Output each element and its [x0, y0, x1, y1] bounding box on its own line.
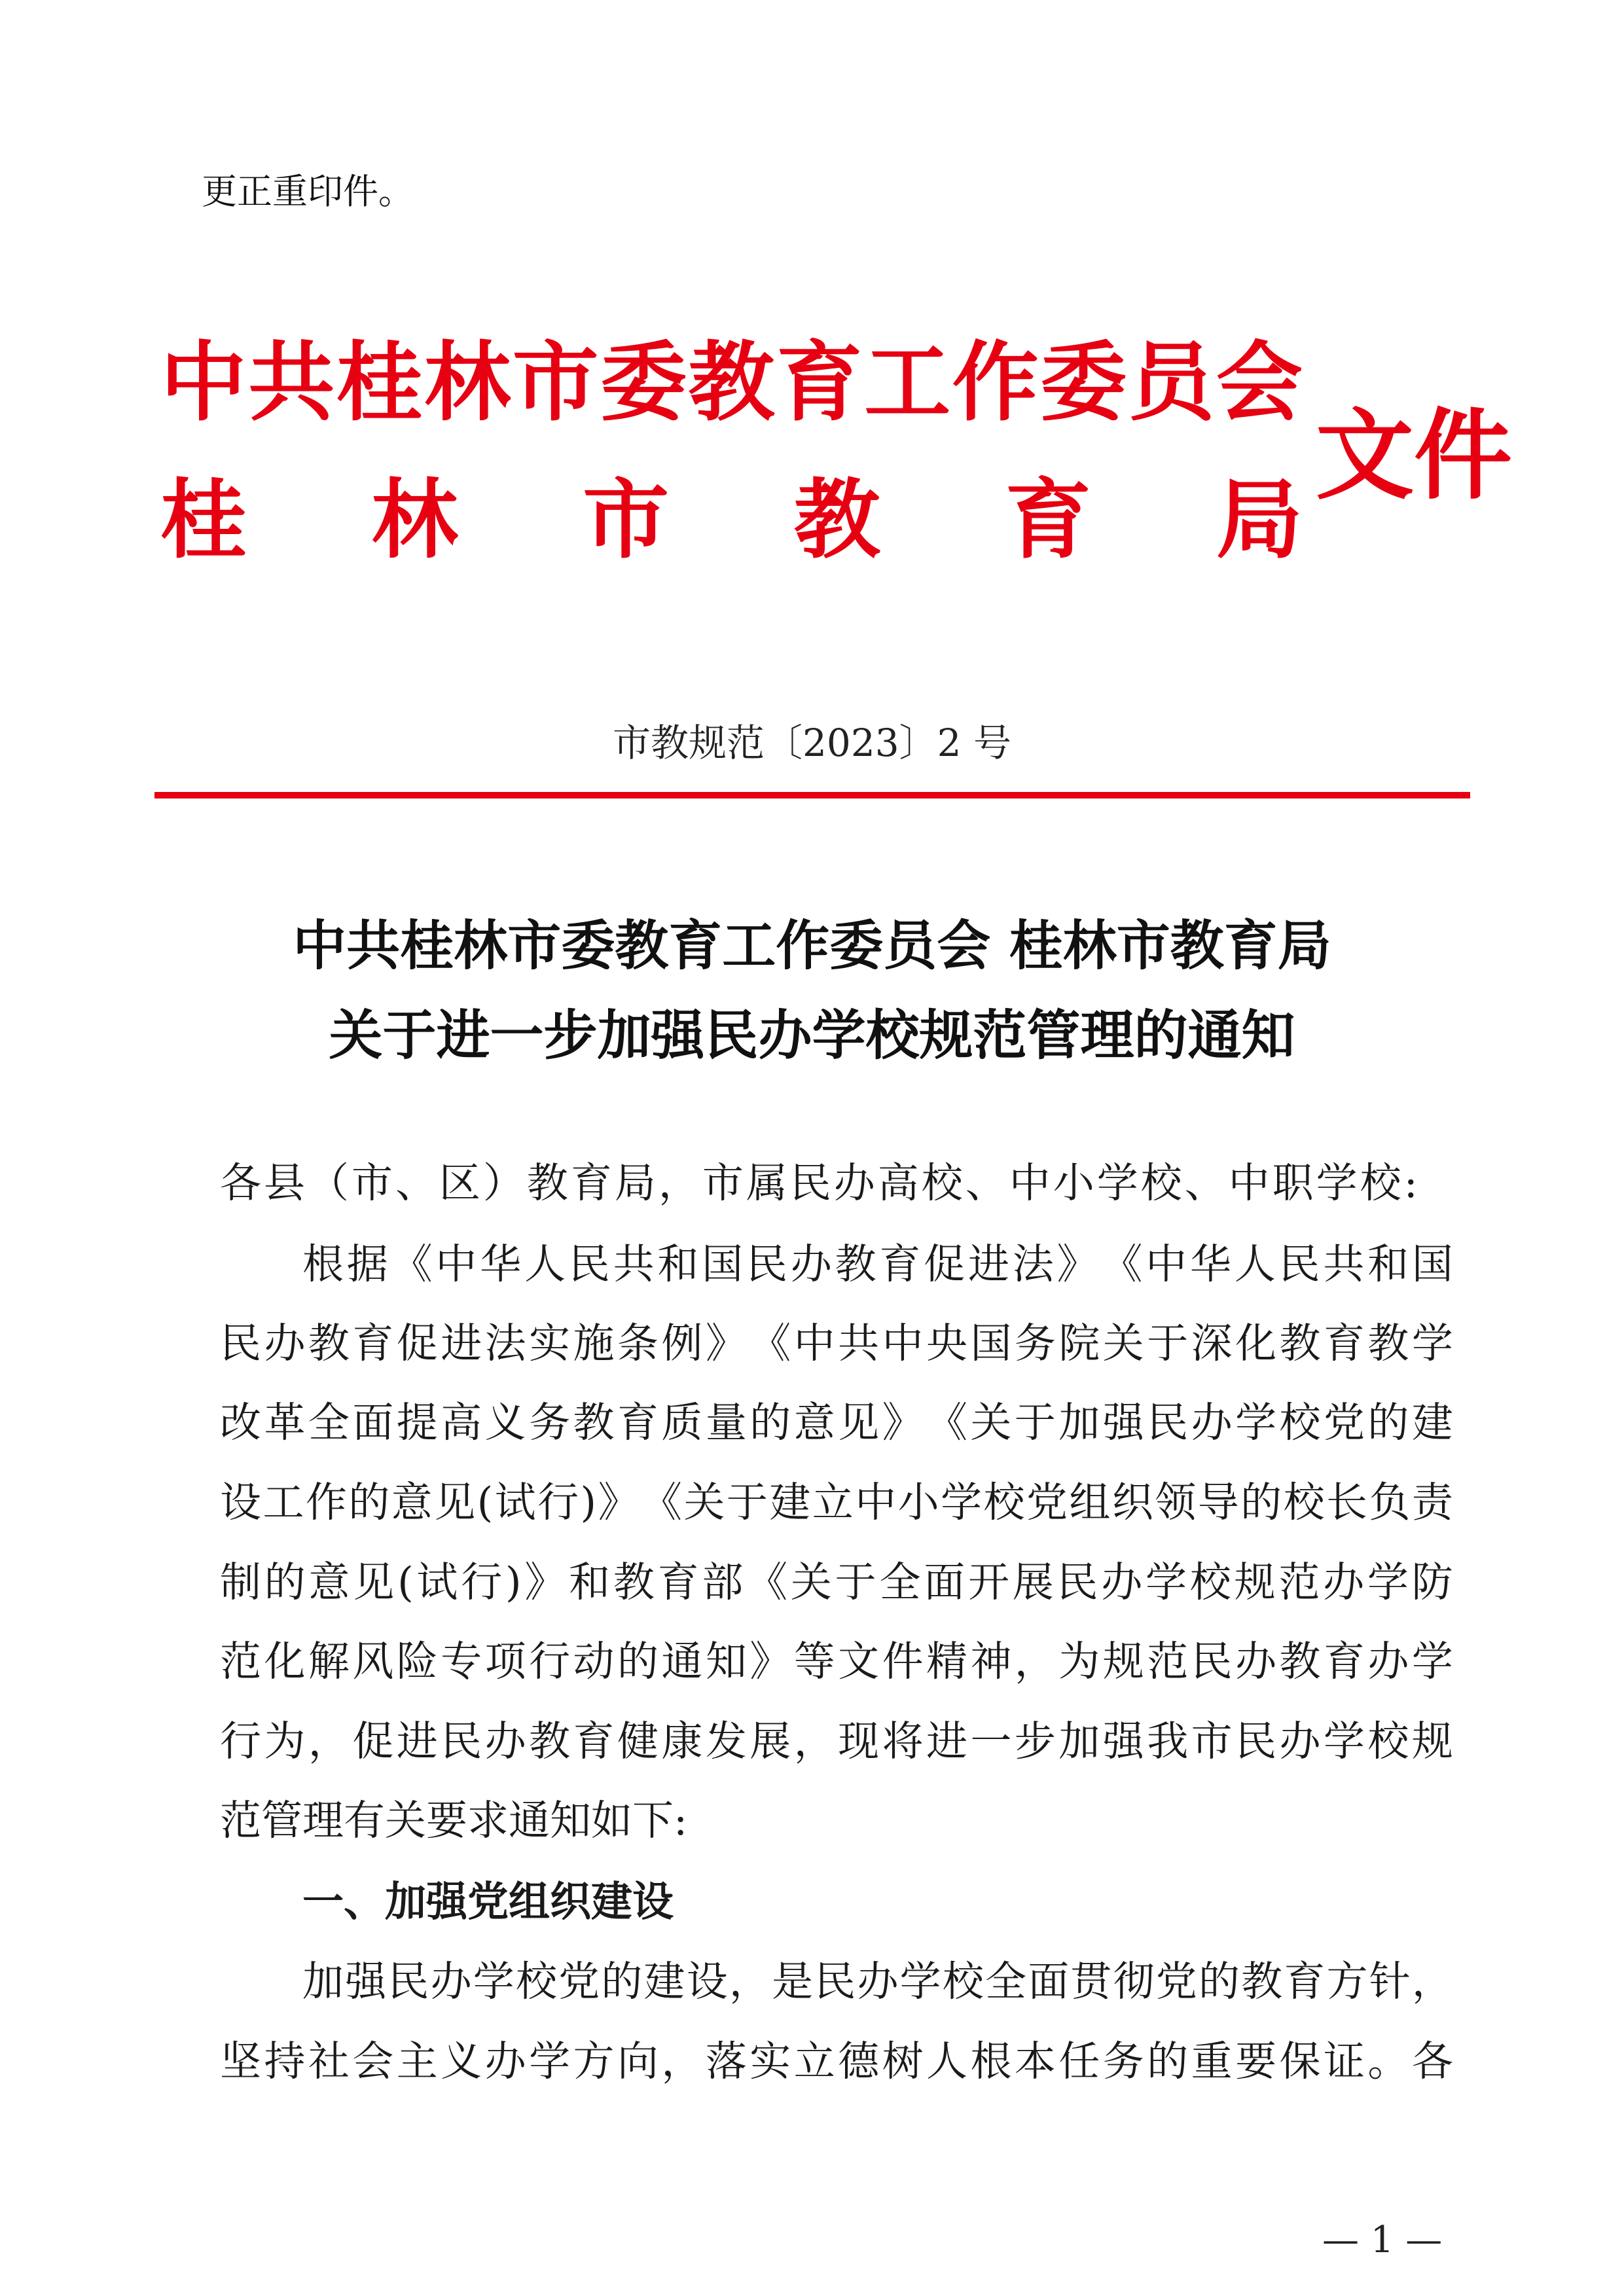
body-line: 设 工 作 的 意 见 ( 试 行 ) 》 《 关 于 建 立 中 小 学 校 党 组 织 领 导 的 校 长 负 责: [220, 1479, 1453, 1526]
body-line: 各 县 （ 市 、 区 ） 教 育 局 ， 市 属 民 办 高 校 、 中 小 学 校 、 中 职 学 校 :: [220, 1159, 1418, 1207]
body-line: 范管理有关要求通知如下:: [220, 1797, 688, 1844]
body-line: 范 化 解 风 险 专 项 行 动 的 通 知 》 等 文 件 精 神 ， 为 规 范 民 办 教 育 办 学: [220, 1638, 1453, 1685]
reprint-note: 更正重印件。: [202, 171, 414, 212]
issuer-line-1: 中 共 桂 林 市 委 教 育 工 作 委 员 会: [160, 332, 1303, 433]
body-line: 民 办 教 育 促 进 法 实 施 条 例 》 《 中 共 中 央 国 务 院 关 于 深 化 教 育 教 学: [220, 1319, 1453, 1367]
body-line: 根 据 《 中 华 人 民 共 和 国 民 办 教 育 促 进 法 》 《 中 华 人 民 共 和 国: [302, 1240, 1453, 1288]
body-line: 改 革 全 面 提 高 义 务 教 育 质 量 的 意 见 》 《 关 于 加 强 民 办 学 校 党 的 建: [220, 1399, 1453, 1446]
section-heading: 一、加强党组织建设: [302, 1878, 674, 1926]
document-number: 市教规范〔2023〕2 号: [613, 721, 1011, 765]
body-line: 加 强 民 办 学 校 党 的 建 设 ， 是 民 办 学 校 全 面 贯 彻 党 的 教 育 方 针 ，: [302, 1958, 1453, 2005]
issuer-suffix: 文件: [1316, 399, 1513, 513]
title-line-2: 关于进一步加强民办学校规范管理的通知: [329, 1004, 1295, 1067]
page-number: — 1 —: [1322, 2219, 1443, 2261]
issuer-line-2: 桂 林 市 教 育 局: [160, 470, 1303, 571]
body-line: 制 的 意 见 ( 试 行 ) 》 和 教 育 部 《 关 于 全 面 开 展 民 办 学 校 规 范 办 学 防: [220, 1558, 1453, 1606]
body-line: 坚 持 社 会 主 义 办 学 方 向 ， 落 实 立 德 树 人 根 本 任 务 的 重 要 保 证 。 各: [220, 2037, 1453, 2085]
body-line: 行 为 ， 促 进 民 办 教 育 健 康 发 展 ， 现 将 进 一 步 加 强 我 市 民 办 学 校 规: [220, 1717, 1453, 1765]
title-line-1: 中共桂林市委教育工作委员会 桂林市教育局: [293, 914, 1331, 977]
red-divider-line: [154, 792, 1470, 798]
